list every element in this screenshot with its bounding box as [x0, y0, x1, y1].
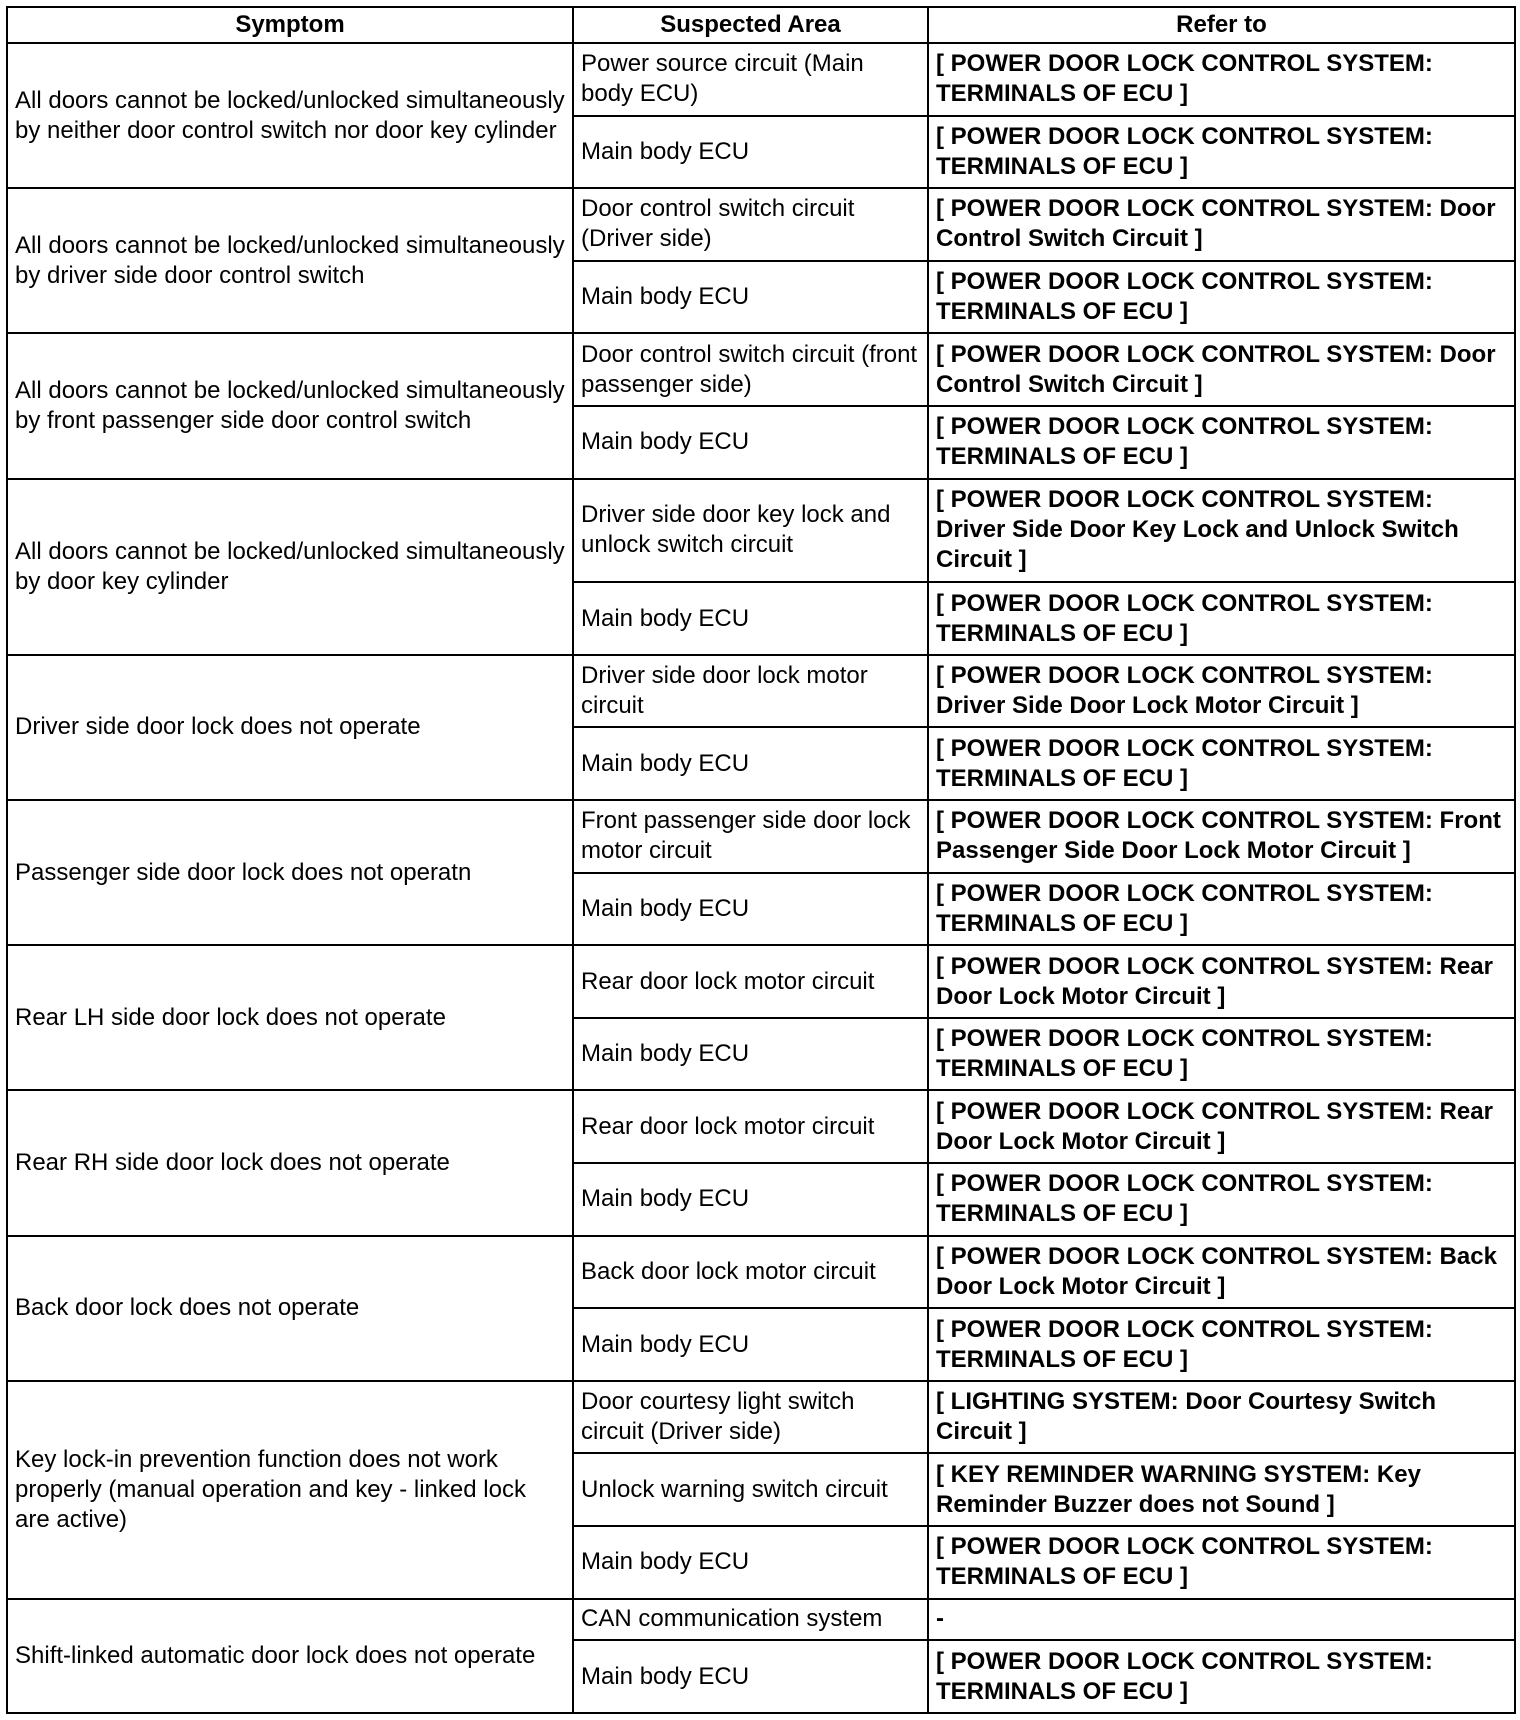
refer-to-cell: [ POWER DOOR LOCK CONTROL SYSTEM: Driver Side Door Key Lock and Unlock Switch Circuit ] [928, 479, 1515, 583]
refer-to-cell: - [928, 1599, 1515, 1640]
header-symptom: Symptom [7, 7, 573, 43]
refer-to-cell: [ POWER DOOR LOCK CONTROL SYSTEM: TERMINALS OF ECU ] [928, 43, 1515, 116]
suspected-area-cell: Driver side door lock motor circuit [573, 655, 928, 728]
suspected-area-cell: Main body ECU [573, 1163, 928, 1236]
suspected-area-cell: Main body ECU [573, 406, 928, 479]
table-row [7, 1236, 1515, 1309]
symptom-cell: Passenger side door lock does not operatn [7, 800, 573, 945]
suspected-area-cell: Main body ECU [573, 1308, 928, 1381]
table-row [7, 188, 1515, 261]
refer-to-cell: [ POWER DOOR LOCK CONTROL SYSTEM: TERMINALS OF ECU ] [928, 873, 1515, 946]
suspected-area-cell: Rear door lock motor circuit [573, 1090, 928, 1163]
table-header [7, 7, 1515, 43]
symptom-cell: All doors cannot be locked/unlocked simultaneously by driver side door control switch [7, 188, 573, 333]
symptom-cell: Shift-linked automatic door lock does not operate [7, 1599, 573, 1713]
table-row [7, 1381, 1515, 1454]
header-suspected-area: Suspected Area [573, 7, 928, 43]
suspected-area-cell: Unlock warning switch circuit [573, 1453, 928, 1526]
header-row [7, 7, 1515, 43]
symptom-cell: Rear LH side door lock does not operate [7, 945, 573, 1090]
suspected-area-cell: Main body ECU [573, 1018, 928, 1091]
suspected-area-cell: Power source circuit (Main body ECU) [573, 43, 928, 116]
refer-to-cell: [ POWER DOOR LOCK CONTROL SYSTEM: TERMINALS OF ECU ] [928, 1163, 1515, 1236]
refer-to-cell: [ POWER DOOR LOCK CONTROL SYSTEM: Door Control Switch Circuit ] [928, 188, 1515, 261]
symptom-cell: Driver side door lock does not operate [7, 655, 573, 800]
refer-to-cell: [ LIGHTING SYSTEM: Door Courtesy Switch Circuit ] [928, 1381, 1515, 1454]
symptom-cell: All doors cannot be locked/unlocked simultaneously by neither door control switch nor door key cylinder [7, 43, 573, 188]
refer-to-cell: [ POWER DOOR LOCK CONTROL SYSTEM: TERMINALS OF ECU ] [928, 1018, 1515, 1091]
suspected-area-cell: Main body ECU [573, 873, 928, 946]
suspected-area-cell: Door control switch circuit (Driver side) [573, 188, 928, 261]
suspected-area-cell: Main body ECU [573, 727, 928, 800]
problem-symptoms-table [6, 6, 1516, 1714]
table-row [7, 655, 1515, 728]
table-row [7, 945, 1515, 1018]
refer-to-cell: [ POWER DOOR LOCK CONTROL SYSTEM: TERMINALS OF ECU ] [928, 116, 1515, 189]
table-row [7, 333, 1515, 406]
suspected-area-cell: Main body ECU [573, 116, 928, 189]
suspected-area-cell: Main body ECU [573, 582, 928, 655]
table-row [7, 800, 1515, 873]
suspected-area-cell: Door control switch circuit (front passenger side) [573, 333, 928, 406]
table-row [7, 43, 1515, 116]
refer-to-cell: [ POWER DOOR LOCK CONTROL SYSTEM: Back Door Lock Motor Circuit ] [928, 1236, 1515, 1309]
refer-to-cell: [ KEY REMINDER WARNING SYSTEM: Key Reminder Buzzer does not Sound ] [928, 1453, 1515, 1526]
symptom-cell: Back door lock does not operate [7, 1236, 573, 1381]
refer-to-cell: [ POWER DOOR LOCK CONTROL SYSTEM: Rear Door Lock Motor Circuit ] [928, 945, 1515, 1018]
suspected-area-cell: Back door lock motor circuit [573, 1236, 928, 1309]
refer-to-cell: [ POWER DOOR LOCK CONTROL SYSTEM: TERMINALS OF ECU ] [928, 727, 1515, 800]
symptom-cell: Rear RH side door lock does not operate [7, 1090, 573, 1235]
table-row [7, 1090, 1515, 1163]
refer-to-cell: [ POWER DOOR LOCK CONTROL SYSTEM: Rear Door Lock Motor Circuit ] [928, 1090, 1515, 1163]
refer-to-cell: [ POWER DOOR LOCK CONTROL SYSTEM: TERMINALS OF ECU ] [928, 261, 1515, 334]
suspected-area-cell: Rear door lock motor circuit [573, 945, 928, 1018]
refer-to-cell: [ POWER DOOR LOCK CONTROL SYSTEM: Front Passenger Side Door Lock Motor Circuit ] [928, 800, 1515, 873]
refer-to-cell: [ POWER DOOR LOCK CONTROL SYSTEM: Driver Side Door Lock Motor Circuit ] [928, 655, 1515, 728]
suspected-area-cell: Main body ECU [573, 1640, 928, 1713]
table-body [7, 43, 1515, 1713]
suspected-area-cell: Driver side door key lock and unlock switch circuit [573, 479, 928, 583]
refer-to-cell: [ POWER DOOR LOCK CONTROL SYSTEM: TERMINALS OF ECU ] [928, 406, 1515, 479]
refer-to-cell: [ POWER DOOR LOCK CONTROL SYSTEM: TERMINALS OF ECU ] [928, 1308, 1515, 1381]
refer-to-cell: [ POWER DOOR LOCK CONTROL SYSTEM: TERMINALS OF ECU ] [928, 1526, 1515, 1599]
header-refer-to: Refer to [928, 7, 1515, 43]
suspected-area-cell: CAN communication system [573, 1599, 928, 1640]
suspected-area-cell: Main body ECU [573, 1526, 928, 1599]
symptom-cell: All doors cannot be locked/unlocked simultaneously by door key cylinder [7, 479, 573, 655]
symptom-cell: Key lock-in prevention function does not work properly (manual operation and key - linked lock are active) [7, 1381, 573, 1599]
suspected-area-cell: Door courtesy light switch circuit (Driver side) [573, 1381, 928, 1454]
suspected-area-cell: Main body ECU [573, 261, 928, 334]
suspected-area-cell: Front passenger side door lock motor circuit [573, 800, 928, 873]
table-row [7, 479, 1515, 583]
symptom-cell: All doors cannot be locked/unlocked simultaneously by front passenger side door control switch [7, 333, 573, 478]
table-row [7, 1599, 1515, 1640]
refer-to-cell: [ POWER DOOR LOCK CONTROL SYSTEM: TERMINALS OF ECU ] [928, 1640, 1515, 1713]
refer-to-cell: [ POWER DOOR LOCK CONTROL SYSTEM: Door Control Switch Circuit ] [928, 333, 1515, 406]
refer-to-cell: [ POWER DOOR LOCK CONTROL SYSTEM: TERMINALS OF ECU ] [928, 582, 1515, 655]
